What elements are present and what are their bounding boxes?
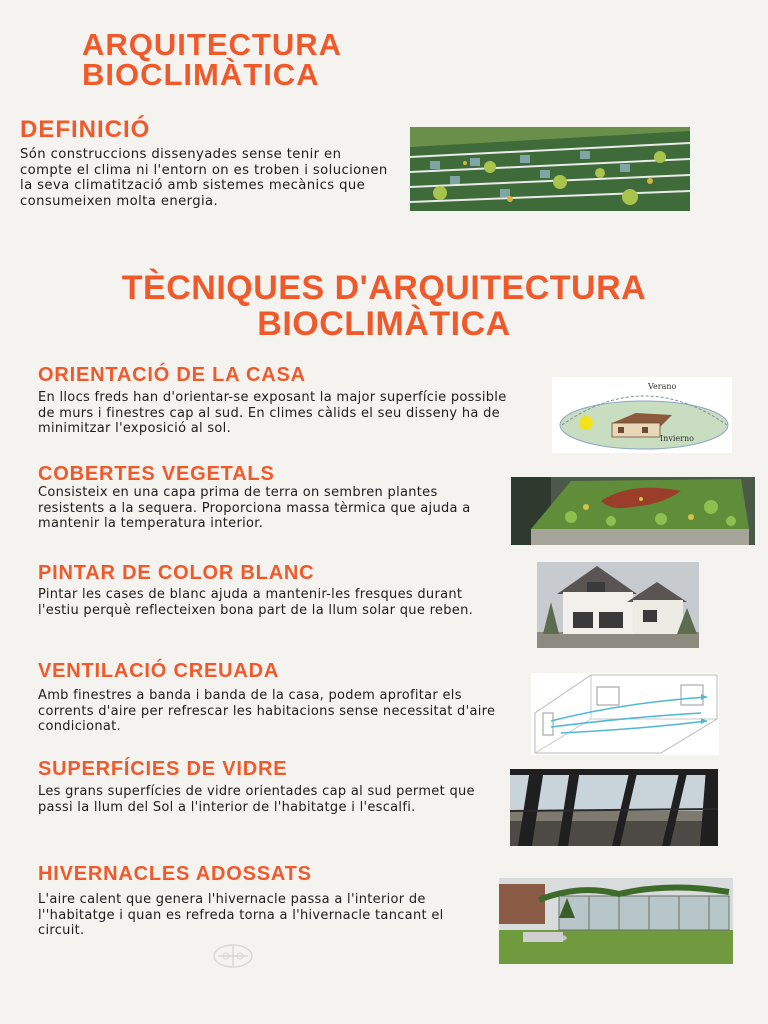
white-paint-heading: PINTAR DE COLOR BLANC (38, 562, 315, 584)
greenhouse-photo (499, 878, 733, 964)
orientation-diagram (552, 377, 732, 453)
techniques-heading (0, 270, 768, 342)
glass-surfaces-heading: SUPERFÍCIES DE VIDRE (38, 758, 288, 780)
green-roof-photo (511, 477, 755, 545)
green-roof-text: Consisteix en una capa prima de terra on sembren plantes resistents a la sequera. Proporciona massa tèrmica que ajuda a mantenir la temperatura interior. (38, 485, 471, 531)
page-title-line1: ARQUITECTURA (82, 27, 342, 62)
orientation-text: En llocs freds han d'orientar-se exposant la major superfície possible de murs i finestres cap al sud. En climes càlids el seu disseny ha de minimitzar l'exposició al sol. (38, 390, 507, 436)
cross-ventilation-heading: VENTILACIÓ CREUADA (38, 660, 280, 682)
logo-icon (212, 942, 254, 970)
page-title (82, 27, 342, 92)
summer-label: Verano (648, 382, 677, 391)
green-roof-heading: COBERTES VEGETALS (38, 463, 275, 485)
white-house-photo (537, 562, 699, 648)
glass-surfaces-photo (510, 769, 718, 846)
winter-label: Invierno (660, 434, 694, 443)
orientation-heading: ORIENTACIÓ DE LA CASA (38, 364, 306, 386)
techniques-heading-line2: BIOCLIMÀTICA (257, 305, 511, 343)
cross-ventilation-text: Amb finestres a banda i banda de la casa, podem aprofitar els corrents d'aire per refrescar les habitacions sense necessitat d'aire condicionat. (38, 688, 496, 734)
white-paint-text: Pintar les cases de blanc ajuda a mantenir-les fresques durant l'estiu perquè reflecteixen bona part de la llum solar que reben. (38, 587, 474, 618)
page-title-line2: BIOCLIMÀTICA (82, 57, 320, 92)
techniques-heading-line1: TÈCNIQUES D'ARQUITECTURA (121, 269, 647, 307)
glass-surfaces-text: Les grans superfícies de vidre orientades cap al sud permet que passi la llum del Sol a l'interior de l'habitatge i l'escalfi. (38, 784, 475, 815)
greenhouse-heading: HIVERNACLES ADOSSATS (38, 863, 312, 885)
definition-text: Són construccions dissenyades sense tenir en compte el clima ni l'entorn on es troben i solucionen la seva climatització amb sistemes mecànics que consumeixen molta energia. (20, 147, 388, 209)
definition-heading: DEFINICIÓ (20, 116, 151, 143)
vertical-garden-photo (410, 127, 690, 211)
cross-ventilation-diagram (531, 673, 719, 755)
greenhouse-text: L'aire calent que genera l'hivernacle passa a l'interior de l''habitatge i quan es refreda torna a l'hivernacle tancant el circuit. (38, 892, 444, 938)
